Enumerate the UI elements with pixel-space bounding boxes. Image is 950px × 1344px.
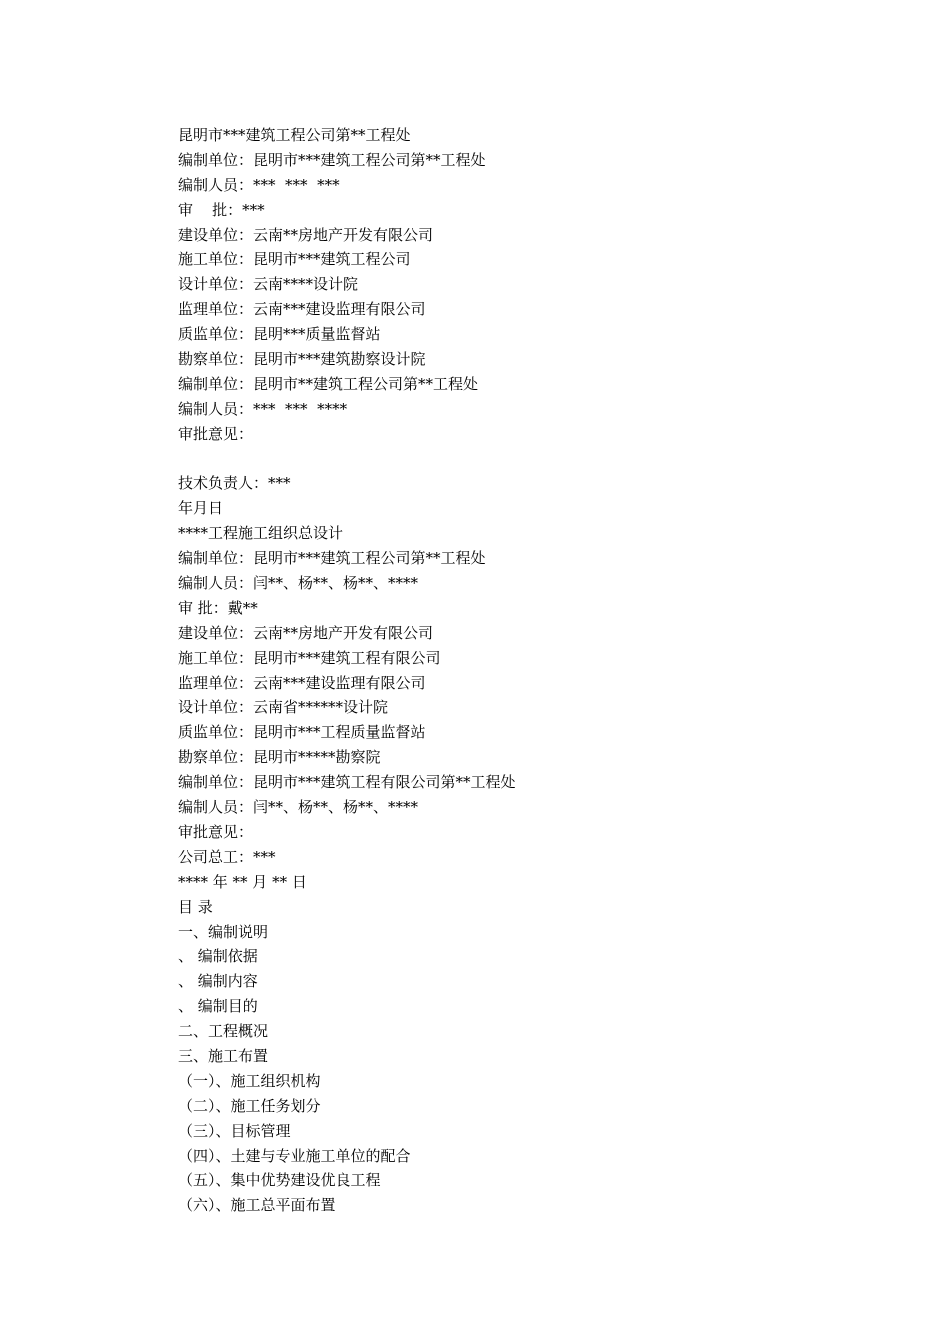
- toc-item: （五）、集中优势建设优良工程: [178, 1171, 381, 1190]
- date-line: **** 年 ** 月 ** 日: [178, 872, 307, 891]
- toc-item: 、 编制目的: [178, 997, 258, 1016]
- toc-item: （二）、施工任务划分: [178, 1096, 321, 1115]
- text-line: 审批意见：: [178, 424, 254, 443]
- text-line: 编制人员：*** *** ***: [178, 175, 340, 194]
- company-name: 昆明市***建筑工程公司第**工程处: [178, 126, 411, 144]
- document-body: [178, 123, 878, 1218]
- text-line: 编制单位：昆明市**建筑工程公司第**工程处: [178, 374, 479, 393]
- toc-item: 一、编制说明: [178, 922, 269, 941]
- toc-heading: 目 录: [178, 897, 213, 916]
- text-line: 勘察单位：昆明市***建筑勘察设计院: [178, 350, 426, 369]
- text-line: 编制单位：昆明市***建筑工程有限公司第**工程处: [178, 773, 516, 792]
- text-line: 审批意见：: [178, 822, 254, 841]
- text-line: 质监单位：昆明***质量监督站: [178, 325, 381, 344]
- text-line: 年月日: [178, 499, 224, 518]
- text-line: 施工单位：昆明市***建筑工程公司: [178, 250, 411, 269]
- text-line: 技术负责人：***: [178, 474, 291, 493]
- toc-item: （六）、施工总平面布置: [178, 1196, 336, 1215]
- text-line: 设计单位：云南省******设计院: [178, 698, 389, 717]
- toc-item: 三、施工布置: [178, 1046, 269, 1065]
- text-line: 公司总工：***: [178, 847, 276, 866]
- document-title: ****工程施工组织总设计: [178, 524, 344, 543]
- text-line: 施工单位：昆明市***建筑工程有限公司: [178, 648, 441, 667]
- text-line: 审 批：戴**: [178, 598, 258, 617]
- text-line: 编制人员：*** *** ****: [178, 399, 348, 418]
- text-line: 编制人员：闫**、杨**、杨**、****: [178, 798, 419, 817]
- toc-item: （一）、施工组织机构: [178, 1071, 321, 1090]
- toc-item: 二、工程概况: [178, 1022, 269, 1041]
- text-line: 监理单位：云南***建设监理有限公司: [178, 300, 426, 319]
- text-line: 勘察单位：昆明市*****勘察院: [178, 748, 381, 767]
- text-line: 质监单位：昆明市***工程质量监督站: [178, 723, 426, 742]
- text-line: 建设单位：云南**房地产开发有限公司: [178, 225, 434, 244]
- text-line: 设计单位：云南****设计院: [178, 275, 359, 294]
- text-line: 编制单位：昆明市***建筑工程公司第**工程处: [178, 150, 486, 169]
- text-line: 审 批：***: [178, 200, 265, 219]
- text-line: 监理单位：云南***建设监理有限公司: [178, 673, 426, 692]
- toc-item: 、 编制依据: [178, 947, 258, 966]
- toc-item: （三）、目标管理: [178, 1121, 291, 1140]
- text-line: 建设单位：云南**房地产开发有限公司: [178, 623, 434, 642]
- toc-item: （四）、土建与专业施工单位的配合: [178, 1146, 411, 1165]
- toc-item: 、 编制内容: [178, 972, 258, 991]
- text-line: 编制单位：昆明市***建筑工程公司第**工程处: [178, 549, 486, 568]
- blank-line: [178, 447, 878, 472]
- text-line: 编制人员：闫**、杨**、杨**、****: [178, 574, 419, 593]
